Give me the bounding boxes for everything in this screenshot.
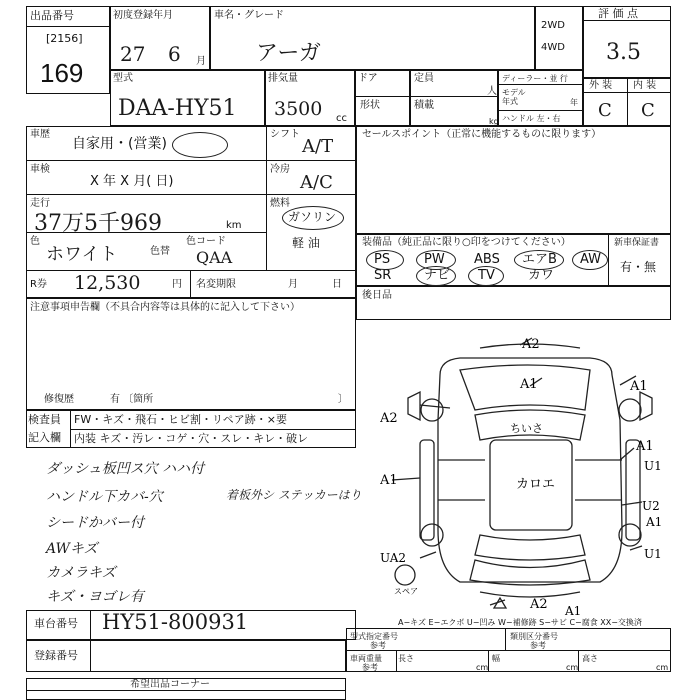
equip-leather: カワ <box>528 268 555 283</box>
hist-div2 <box>26 194 356 195</box>
vehicle-weight-label: 車両重量 <box>350 654 382 663</box>
inspector-label1: 検査員 <box>28 413 61 426</box>
dmg-label-right-5: U1 <box>644 547 662 561</box>
mileage-label: 走行 <box>30 198 50 209</box>
width-unit: cm <box>566 663 579 672</box>
equip-abs: ABS <box>474 252 500 267</box>
reg-month: 6 <box>168 42 181 66</box>
drive-box <box>535 6 583 70</box>
hist-vdiv <box>266 126 267 270</box>
ac-value: A/C <box>300 172 333 193</box>
color-code-value: QAA <box>196 248 233 267</box>
car-diagram <box>380 330 680 620</box>
later-items-label: 後日品 <box>362 290 392 301</box>
shape-label: 形状 <box>360 100 380 111</box>
note-4: AWキズ <box>46 541 98 557</box>
class-label: 類別区分番号 <box>510 632 558 641</box>
type-desig-label: 型式指定番号 <box>350 632 398 641</box>
name-change-label: 名変期限 <box>196 279 236 290</box>
equip-tv: TV <box>478 268 495 283</box>
inspection-value: X 年 X 月( 日) <box>90 174 174 189</box>
dmg-label-front-left: A2 <box>380 411 398 426</box>
mark-rear-quarter <box>630 546 642 550</box>
frame-vdiv <box>90 610 91 672</box>
equip-circle-aw <box>572 250 608 270</box>
dmg-label-right-4: A1 <box>646 515 663 529</box>
fuel-diesel: 軽 油 <box>292 236 320 250</box>
footer-label: 希望出品コーナー <box>130 679 210 690</box>
caution-box <box>26 298 356 410</box>
reg-label: 初度登録年月 <box>113 10 173 21</box>
load-label: 積載 <box>414 100 434 111</box>
handle-label: ハンドル 左・右 <box>502 114 561 123</box>
ref-label-1: 参考 <box>370 641 386 650</box>
footer-hdiv <box>26 690 346 691</box>
frame-label: 車台番号 <box>34 617 78 630</box>
mark-front-left <box>420 405 450 408</box>
equip-circle-airbag <box>514 250 564 270</box>
mirror-right <box>640 392 652 420</box>
later-items-box <box>356 286 671 320</box>
dmg-label-right-1: A1 <box>636 439 654 454</box>
reg-month-unit: 月 <box>196 56 206 67</box>
person-unit: 人 <box>487 86 497 97</box>
capacity-label: 定員 <box>414 73 434 84</box>
int-label: 内 装 <box>633 80 657 91</box>
color-label: 色 <box>30 236 40 247</box>
lot-label: 出品番号 <box>30 9 74 22</box>
equip-airbag: エアB <box>522 252 557 267</box>
inspector-row1: FW・キズ・飛石・ヒビ割・リペア跡・×要 <box>74 413 287 426</box>
warranty-divider <box>608 234 609 286</box>
dmg-label-right-2: U1 <box>644 459 662 473</box>
eval-value: 3.5 <box>606 40 641 65</box>
repair-value: 有 〔箇所 <box>110 394 154 405</box>
mark-rear-left <box>420 552 436 558</box>
dmg-label-right-3: U2 <box>642 499 660 513</box>
reg-year: 27 <box>120 42 146 66</box>
ext-value: C <box>598 100 612 121</box>
inspector-row2: 内装 キズ・汚レ・コゲ・穴・スレ・キレ・破レ <box>74 432 309 445</box>
hist-div4 <box>26 270 356 271</box>
fuel-label: 燃料 <box>270 198 290 209</box>
name-change-day: 日 <box>332 279 342 290</box>
fuel-gas: ガソリン <box>288 210 337 224</box>
history-label: 車歴 <box>30 129 50 140</box>
mark-door-right <box>620 448 634 460</box>
equip-sr: SR <box>374 268 392 283</box>
width-label: 幅 <box>492 654 500 663</box>
extint-hdivider <box>583 92 671 93</box>
model-row-divider <box>355 96 498 97</box>
name-value: アーガ <box>256 41 321 66</box>
int-value: C <box>641 100 655 121</box>
warranty-label: 新車保証書 <box>614 238 660 248</box>
lot-divider <box>26 26 110 27</box>
color-no-label: 色替 <box>150 246 170 257</box>
sales-point-label: セールスポイント（正常に機能するものに限ります） <box>362 129 602 140</box>
spare-text: スペア <box>394 587 418 596</box>
equip-ps: PS <box>374 252 391 267</box>
disp-unit: cc <box>336 113 347 124</box>
name-label: 車名・グレード <box>214 10 284 21</box>
dmg-label-rear: A2 <box>530 597 548 612</box>
mirror-left <box>408 392 420 420</box>
hood-text: ちいさ <box>510 422 543 435</box>
ref-label-3: 参考 <box>362 663 378 672</box>
height-unit: cm <box>656 663 669 672</box>
repair-label: 修復歴 <box>44 394 74 405</box>
repair-close: 〕 <box>338 394 348 405</box>
dmg-label-front-right: A1 <box>630 379 648 394</box>
length-unit: cm <box>476 663 489 672</box>
disp-value: 3500 <box>274 98 323 120</box>
diagram-legend: A−キズ E−エクボ U−凹み W−補修跡 S−サビ C−腐食 XX−交換済 <box>398 618 642 627</box>
r-value: 12,530 <box>74 272 141 294</box>
spec-hdiv <box>346 650 671 651</box>
dmg-label-front: A2 <box>522 337 540 352</box>
year-unit: 年 <box>570 98 578 107</box>
ref-label-2: 参考 <box>530 641 546 650</box>
eval-divider <box>583 20 671 21</box>
lot-number: 169 <box>40 58 84 88</box>
color-code-label: 色コード <box>186 236 226 247</box>
note-2: ハンドル下カバ-穴 <box>46 489 163 505</box>
mileage-value: 37万5千969 <box>34 211 162 236</box>
wheel-front-left <box>421 399 443 421</box>
frame-value: HY51-800931 <box>102 610 249 634</box>
shift-value: A/T <box>302 136 334 157</box>
equipment-label: 装備品（純正品に限り○印をつけてください） <box>362 237 571 248</box>
caution-label: 注意事項申告欄（不具合内容等は具体的に記入して下さい） <box>30 302 300 313</box>
history-circle <box>172 132 228 158</box>
hist-div1 <box>26 160 356 161</box>
car-rear-window <box>475 535 585 560</box>
note-5: カメラキズ <box>46 565 116 581</box>
note-extra-marks: 着板外シ ステッカーはり <box>226 488 362 502</box>
history-value: 自家用・(営業) <box>72 136 167 152</box>
inspector-label2: 記入欄 <box>28 431 61 444</box>
fuel-circle <box>282 206 344 230</box>
spec-vdiv2 <box>396 650 397 672</box>
dmg-label-left: A1 <box>380 473 398 488</box>
kg-unit: kg <box>489 117 499 126</box>
equip-aw: AW <box>580 252 602 267</box>
equip-circle-navi <box>416 266 456 286</box>
center-text: カロエ <box>516 477 556 492</box>
dmg-label-rear-2: A1 <box>565 604 582 618</box>
spec-vdiv <box>505 628 506 650</box>
dmg-label-hood: A1 <box>520 377 538 392</box>
height-label: 高さ <box>582 654 598 663</box>
reg-number-label: 登録番号 <box>34 649 78 662</box>
inspection-label: 車検 <box>30 164 50 175</box>
lot-sub: [2156] <box>46 32 83 45</box>
shift-label: シフト <box>270 129 300 140</box>
wheel-front-right <box>619 399 641 421</box>
equip-pw: PW <box>424 252 445 267</box>
sales-point-box <box>356 126 671 234</box>
spare-tire <box>395 565 415 585</box>
wheel-rear-left <box>421 524 443 546</box>
inspector-hdiv <box>70 429 356 430</box>
r-label: R券 <box>30 279 47 290</box>
dmg-label-rear-left: UA2 <box>380 551 407 565</box>
type-value: DAA-HY51 <box>118 96 237 121</box>
color-value: ホワイト <box>46 244 118 265</box>
dealer-divider1 <box>498 84 583 85</box>
equip-circle-tv <box>468 266 504 286</box>
drive-2wd: 2WD <box>541 20 565 31</box>
name-change-month: 月 <box>288 279 298 290</box>
mark-rear-right <box>622 502 642 505</box>
warranty-value: 有・無 <box>620 260 657 274</box>
door-label: ドア <box>358 73 378 84</box>
extint-divider <box>627 78 628 126</box>
equip-circle-ps <box>366 250 404 270</box>
note-1: ダッシュ板凹ス穴 ハハ付 <box>46 461 205 477</box>
dealer-label: ディーラー・並 行 <box>502 74 568 83</box>
r-unit: 円 <box>172 279 182 290</box>
length-label: 長さ <box>398 654 414 663</box>
model-year-label: モデル 年式 <box>502 88 526 106</box>
note-3: シードかバー付 <box>46 515 144 531</box>
ac-label: 冷房 <box>270 164 290 175</box>
mileage-unit: km <box>226 220 242 231</box>
drive-4wd: 4WD <box>541 42 565 53</box>
note-6: キズ・ヨゴレ有 <box>46 589 144 605</box>
disp-label: 排気量 <box>268 73 298 84</box>
hist-vdiv2 <box>190 270 191 298</box>
type-label: 型式 <box>113 73 133 84</box>
eval-label: 評 価 点 <box>598 7 638 20</box>
ext-label: 外 装 <box>589 80 613 91</box>
car-trunk <box>470 560 590 585</box>
dealer-divider2 <box>498 110 583 111</box>
equip-navi: ナビ <box>424 268 451 283</box>
